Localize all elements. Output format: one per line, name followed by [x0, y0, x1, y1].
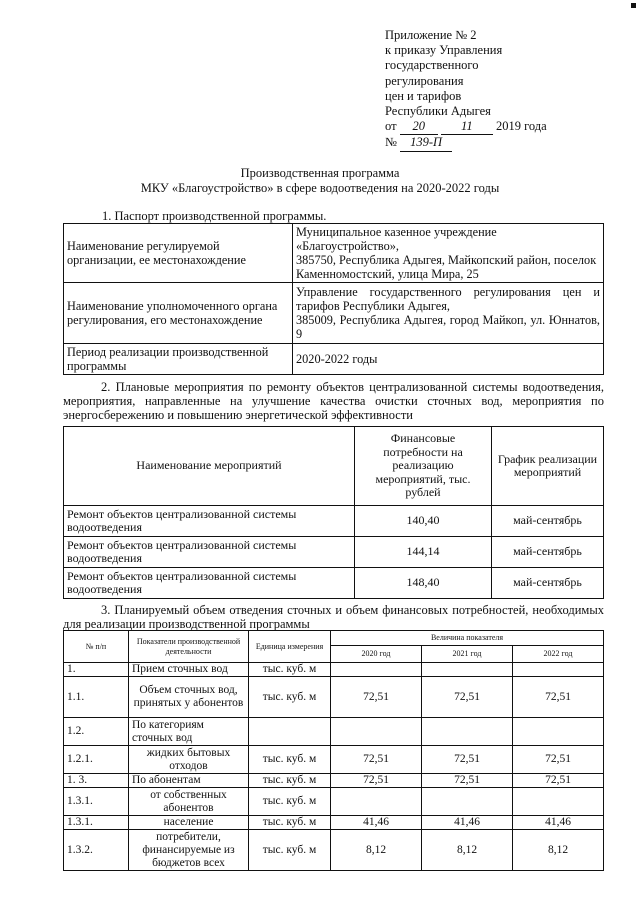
appendix-line: Республики Адыгея	[385, 104, 491, 119]
header-year-2022: 2022 год	[513, 646, 604, 663]
row-num: 1. 3.	[64, 774, 129, 788]
row-value-2020: 8,12	[331, 830, 422, 871]
row-num: 1.3.2.	[64, 830, 129, 871]
row-value-2021	[422, 718, 513, 746]
row-unit: тыс. куб. м	[249, 677, 331, 718]
appendix-line: Приложение № 2	[385, 28, 477, 42]
table-row	[64, 283, 604, 344]
measures-table	[63, 426, 604, 599]
row-value-2020: 72,51	[331, 774, 422, 788]
row-num: 1.2.	[64, 718, 129, 746]
row-unit: тыс. куб. м	[249, 663, 331, 677]
appendix-block	[385, 28, 547, 152]
row-value-2022: 72,51	[513, 774, 604, 788]
table-row	[64, 537, 604, 568]
header-measure-name: Наименование мероприятий	[64, 427, 355, 506]
header-value: Величина показателя	[331, 631, 604, 646]
row-value-2021: 41,46	[422, 816, 513, 830]
measure-name: Ремонт объектов централизованной системы водоотведения	[64, 568, 355, 599]
row-value-2021	[422, 788, 513, 816]
measure-schedule: май-сентябрь	[492, 568, 604, 599]
row-value-2020	[331, 718, 422, 746]
table-row	[64, 344, 604, 375]
passport-value-line: Управление государственного регулирования цен и тарифов Республики Адыгея,	[296, 285, 600, 313]
row-indicator: Прием сточных вод	[129, 663, 249, 677]
table-row	[64, 788, 604, 816]
row-indicator: По категориям сточных вод	[129, 718, 249, 746]
row-unit: тыс. куб. м	[249, 830, 331, 871]
row-num: 1.3.1.	[64, 788, 129, 816]
table-row	[64, 224, 604, 283]
row-value-2021: 72,51	[422, 774, 513, 788]
row-value-2020	[331, 663, 422, 677]
header-unit: Единица измерения	[249, 631, 331, 663]
scan-corner-mark	[631, 3, 636, 8]
header-indicator: Показатели производственной деятельности	[129, 631, 249, 663]
header-num: № п/п	[64, 631, 129, 663]
measure-schedule: май-сентябрь	[492, 506, 604, 537]
appendix-line: цен и тарифов	[385, 88, 462, 103]
table-row	[64, 746, 604, 774]
row-num: 1.1.	[64, 677, 129, 718]
passport-value	[293, 283, 604, 344]
row-value-2022	[513, 788, 604, 816]
date-day-handwritten: 20	[400, 119, 438, 135]
document-title	[0, 166, 640, 196]
table-row	[64, 830, 604, 871]
number-handwritten: 139-П	[400, 135, 452, 151]
volume-table	[63, 630, 604, 871]
row-indicator: от собственных абонентов	[129, 788, 249, 816]
appendix-line: к приказу Управления	[385, 43, 503, 58]
passport-label: Период реализации производственной программы	[64, 344, 293, 375]
row-value-2021: 72,51	[422, 746, 513, 774]
section2-heading: 2. Плановые мероприятия по ремонту объектов централизованной системы водоотведения, мероприятия, направленные на улучшение качества очистки сточных вод, мероприятия по энергосбережению и повышению энергетической эффективности	[63, 380, 604, 422]
number-prefix: №	[385, 135, 397, 150]
row-indicator: жидких бытовых отходов	[129, 746, 249, 774]
passport-table	[63, 223, 604, 375]
row-value-2021	[422, 663, 513, 677]
row-indicator: потребители, финансируемые из бюджетов всех	[129, 830, 249, 871]
measure-amount: 144,14	[355, 537, 492, 568]
table-header-row	[64, 427, 604, 506]
passport-value-line: 385750, Республика Адыгея, Майкопский район, поселок Каменномостский, улица Мира, 25	[296, 253, 597, 281]
table-row	[64, 677, 604, 718]
row-num: 1.3.1.	[64, 816, 129, 830]
passport-value-line: 385009, Республика Адыгея, город Майкоп, ул. Юннатов, 9	[296, 313, 600, 341]
row-value-2022: 72,51	[513, 677, 604, 718]
title-line-2: МКУ «Благоустройство» в сфере водоотведения на 2020-2022 годы	[140, 181, 500, 195]
row-indicator: По абонентам	[129, 774, 249, 788]
passport-value: 2020-2022 годы	[293, 344, 604, 375]
section1-heading: 1. Паспорт производственной программы.	[102, 209, 327, 223]
row-unit: тыс. куб. м	[249, 774, 331, 788]
measure-name: Ремонт объектов централизованной системы водоотведения	[64, 537, 355, 568]
row-num: 1.2.1.	[64, 746, 129, 774]
row-value-2020: 41,46	[331, 816, 422, 830]
table-row	[64, 568, 604, 599]
section3-heading: 3. Планируемый объем отведения сточных и объем финансовых потребностей, необходимых для реализации производственной программы	[63, 603, 604, 631]
row-indicator: Объем сточных вод, принятых у абонентов	[129, 677, 249, 718]
row-value-2021: 8,12	[422, 830, 513, 871]
row-unit: тыс. куб. м	[249, 816, 331, 830]
passport-label: Наименование регулируемой организации, ее местонахождение	[64, 224, 293, 283]
row-unit: тыс. куб. м	[249, 788, 331, 816]
table-row	[64, 663, 604, 677]
row-unit	[249, 718, 331, 746]
table-row	[64, 718, 604, 746]
row-indicator: население	[129, 816, 249, 830]
row-value-2020	[331, 788, 422, 816]
row-value-2022: 72,51	[513, 746, 604, 774]
measure-schedule: май-сентябрь	[492, 537, 604, 568]
header-schedule: График реализации мероприятий	[492, 427, 604, 506]
row-value-2022: 8,12	[513, 830, 604, 871]
measure-amount: 140,40	[355, 506, 492, 537]
row-unit: тыс. куб. м	[249, 746, 331, 774]
date-year: 2019 года	[495, 119, 547, 134]
table-header-row	[64, 631, 604, 646]
appendix-line: регулирования	[385, 73, 464, 88]
date-month-handwritten: 11	[441, 119, 493, 135]
row-value-2022	[513, 663, 604, 677]
measure-name: Ремонт объектов централизованной системы водоотведения	[64, 506, 355, 537]
measure-amount: 148,40	[355, 568, 492, 599]
passport-label: Наименование уполномоченного органа регулирования, его местонахождение	[64, 283, 293, 344]
table-row	[64, 774, 604, 788]
row-value-2022: 41,46	[513, 816, 604, 830]
table-row	[64, 506, 604, 537]
header-year-2020: 2020 год	[331, 646, 422, 663]
appendix-number	[385, 135, 547, 151]
row-value-2020: 72,51	[331, 746, 422, 774]
title-line-1: Производственная программа	[240, 166, 400, 180]
header-year-2021: 2021 год	[422, 646, 513, 663]
header-financial-needs: Финансовые потребности на реализацию мероприятий, тыс. рублей	[355, 427, 492, 506]
passport-value	[293, 224, 604, 283]
appendix-date	[385, 119, 547, 135]
row-value-2022	[513, 718, 604, 746]
row-value-2020: 72,51	[331, 677, 422, 718]
row-value-2021: 72,51	[422, 677, 513, 718]
table-row	[64, 816, 604, 830]
passport-value-line: Муниципальное казенное учреждение «Благоустройство»,	[296, 225, 497, 253]
date-prefix: от	[385, 119, 397, 134]
row-num: 1.	[64, 663, 129, 677]
appendix-line: государственного	[385, 58, 479, 73]
